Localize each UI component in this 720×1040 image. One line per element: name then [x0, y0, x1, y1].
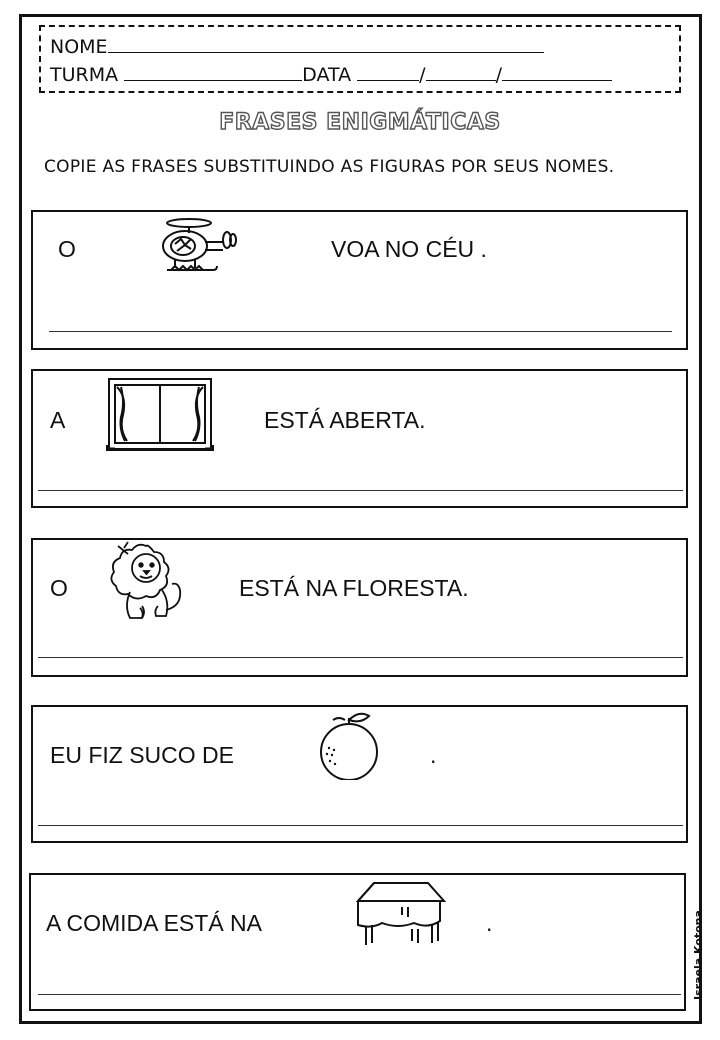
table-icon — [352, 877, 448, 949]
question-3-after: ESTÁ NA FLORESTA. — [239, 575, 469, 601]
turma-label: TURMA — [50, 64, 119, 86]
answer-line-4[interactable] — [38, 825, 683, 826]
turma-blank[interactable] — [124, 62, 302, 81]
helicopter-icon — [155, 218, 245, 280]
question-2-before: A — [50, 407, 66, 433]
question-box-1 — [31, 210, 688, 350]
question-5-after: . — [486, 910, 493, 936]
orange-icon — [317, 710, 383, 780]
lion-icon — [106, 540, 188, 626]
author-credit: Israela Kotona — [692, 910, 705, 1000]
date-separator-2: / — [495, 64, 502, 86]
question-4-after: . — [430, 742, 437, 768]
nome-row — [50, 34, 544, 58]
answer-line-1[interactable] — [49, 331, 672, 332]
nome-label: NOME — [50, 36, 108, 58]
question-1-after: VOA NO CÉU . — [331, 236, 487, 262]
instruction-text: COPIE AS FRASES SUBSTITUINDO AS FIGURAS POR SEUS NOMES. — [44, 157, 615, 177]
question-4-before: EU FIZ SUCO DE — [50, 742, 235, 768]
data-label: DATA — [302, 64, 352, 86]
answer-line-5[interactable] — [38, 994, 681, 995]
nome-blank[interactable] — [108, 34, 544, 53]
month-blank[interactable] — [426, 62, 496, 81]
answer-line-2[interactable] — [38, 490, 683, 491]
day-blank[interactable] — [357, 62, 419, 81]
question-1-before: O — [58, 236, 76, 262]
answer-line-3[interactable] — [38, 657, 683, 658]
window-icon — [105, 377, 215, 451]
question-5-before: A COMIDA ESTÁ NA — [46, 910, 262, 936]
question-2-after: ESTÁ ABERTA. — [264, 407, 426, 433]
page-title: FRASES ENIGMÁTICAS — [219, 110, 501, 135]
turma-row — [50, 62, 612, 86]
date-separator-1: / — [419, 64, 426, 86]
question-3-before: O — [50, 575, 68, 601]
year-blank[interactable] — [502, 62, 612, 81]
